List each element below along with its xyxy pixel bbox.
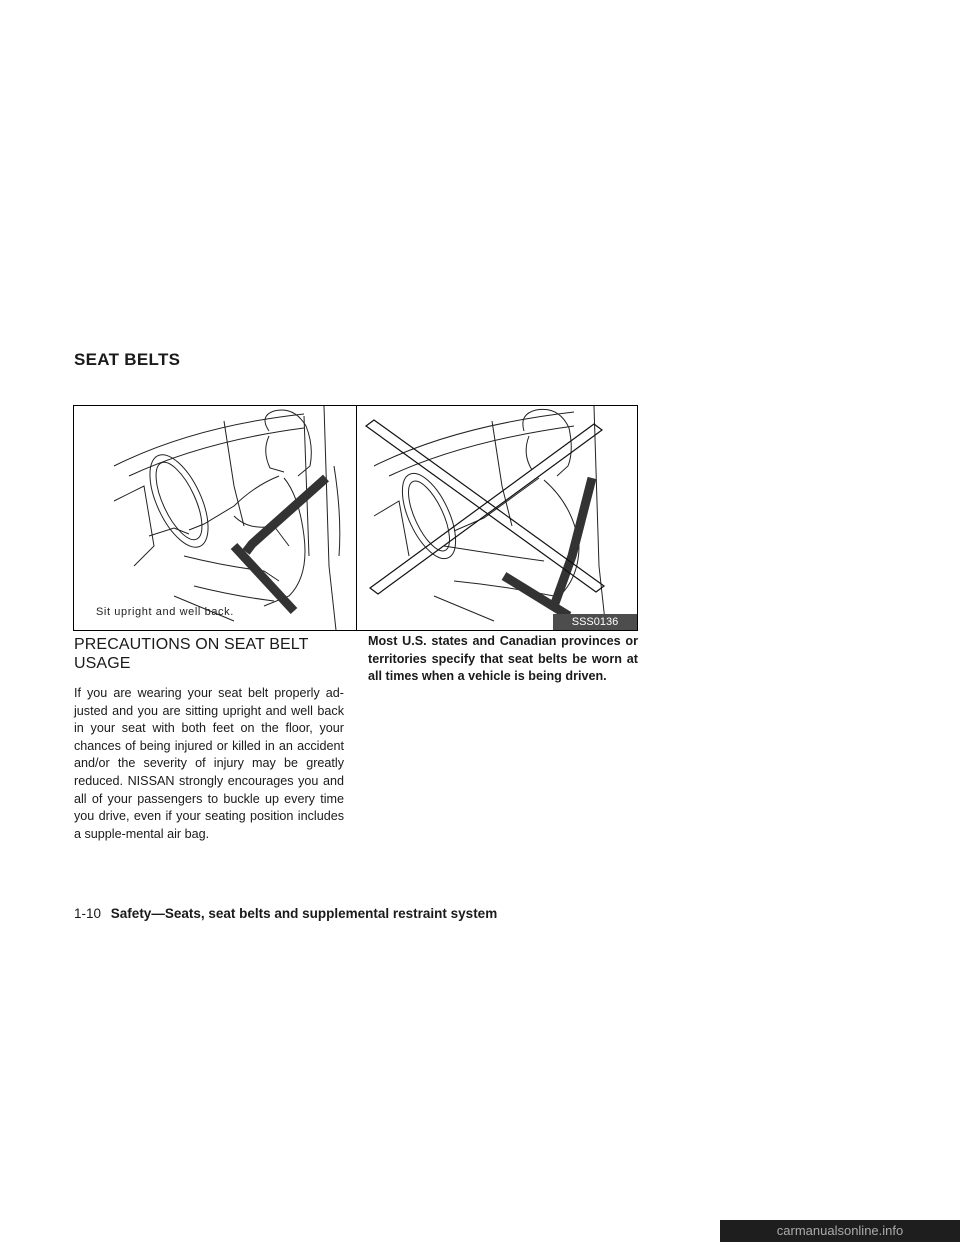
page-footer (74, 906, 497, 921)
legal-requirement-paragraph: Most U.S. states and Canadian provinces or territories specify that seat belts be worn at all times when a vehicle is being driven. (368, 634, 638, 684)
steering-wheel-2 (391, 466, 466, 566)
watermark-link[interactable]: carmanualsonline.info (720, 1220, 960, 1242)
precautions-heading: PRECAUTIONS ON SEAT BELT USAGE (74, 636, 309, 672)
right-column (368, 633, 638, 686)
figure-caption: Sit upright and well back. (96, 606, 234, 618)
seat-belt-illustration (73, 405, 638, 631)
figure-code: SSS0136 (553, 614, 637, 630)
chapter-title: Safety—Seats, seat belts and supplemental restraint system (110, 906, 498, 921)
section-title: SEAT BELTS (74, 350, 181, 369)
figure-divider (356, 406, 357, 630)
page-number: 1-10 (74, 906, 102, 921)
windshield-line (114, 414, 304, 466)
shoulder-belt-correct (246, 478, 326, 552)
left-column (74, 635, 344, 843)
precautions-paragraph: If you are wearing your seat belt properly ad-justed and you are sitting upright and well back in your seat with both feet on the floor, your chances of being injured or killed in an accident and/or the severity of injury may be greatly reduced. NISSAN strongly encourages you and all of your passengers to buckle up every time you drive, even if your seating position includes a supple-mental air bag. (74, 686, 344, 841)
steering-wheel (138, 446, 220, 555)
lap-belt-correct (234, 546, 294, 611)
